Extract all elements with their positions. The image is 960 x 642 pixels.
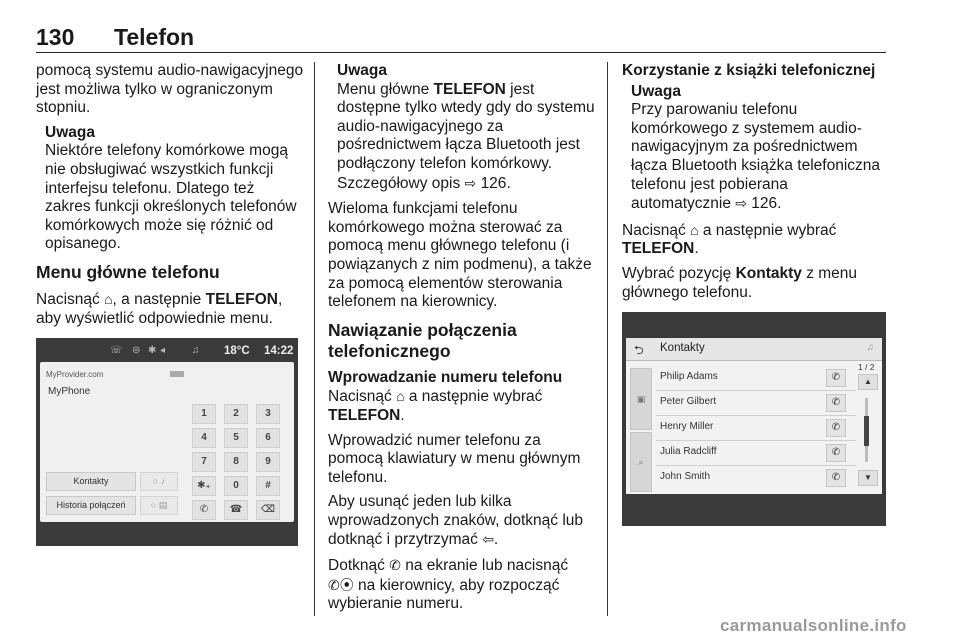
contacts-screen [626, 338, 882, 494]
page-number: 130 [36, 24, 75, 50]
contact-name: Henry Miller [660, 421, 714, 432]
hangup-icon[interactable]: ☎ [224, 500, 248, 520]
backspace-icon[interactable]: ⌫ [256, 500, 280, 520]
page-indicator: 1 / 2 [858, 362, 875, 372]
section-heading: Nawiązanie połączenia telefonicznego [328, 319, 517, 361]
key-0[interactable]: 0 [224, 476, 248, 496]
phone-status-icon: ☏ [110, 345, 123, 356]
backspace-icon: ⇦ [482, 531, 494, 548]
device-name: MyPhone [48, 386, 91, 397]
contact-name: Philip Adams [660, 371, 718, 382]
contact-name: Peter Gilbert [660, 396, 717, 407]
intro-text: pomocą systemu audio-nawigacyjnego jest możliwa tylko w ograniczonym stopniu. [36, 62, 304, 117]
paragraph: Dotknąć ✆ na ekranie lub nacisnąć ✆⦿ na kierownicy, aby rozpocząć wybieranie numeru. [328, 557, 569, 613]
music-icon[interactable]: ♫ [866, 342, 874, 353]
column-3 [622, 62, 892, 308]
key-5[interactable]: 5 [224, 428, 248, 448]
paragraph: Nacisnąć ⌂ a następnie wybrać TELEFON. [328, 388, 543, 424]
phone-menu-figure [36, 338, 298, 546]
note-title: Uwaga [337, 62, 387, 79]
contact-row[interactable] [656, 466, 856, 490]
home-icon: ⌂ [690, 221, 699, 238]
phone-icon[interactable]: ✆ [826, 419, 846, 437]
contact-tab-icon[interactable]: ▣ [630, 368, 652, 430]
phone-icon[interactable]: ✆ [826, 369, 846, 387]
contact-row[interactable] [656, 391, 856, 416]
call-icon[interactable]: ✆ [192, 500, 216, 520]
call-history-button[interactable]: Historia połączeń [46, 496, 136, 515]
search-icon[interactable]: ⌕ [630, 432, 652, 492]
subheading: Wprowadzanie numeru telefonu [328, 368, 563, 386]
key-7[interactable]: 7 [192, 452, 216, 472]
key-hash[interactable]: # [256, 476, 280, 496]
steering-phone-icon: ✆⦿ [328, 576, 354, 593]
contact-row[interactable] [656, 366, 856, 391]
page-title: Telefon [114, 24, 195, 50]
phone-icon[interactable]: ✆ [826, 469, 846, 487]
key-2[interactable]: 2 [224, 404, 248, 424]
column-2 [328, 62, 598, 620]
page-ref-icon: ⇨ [464, 174, 477, 191]
contact-row[interactable] [656, 441, 856, 466]
note-text: Niektóre telefony komórkowe mogą nie obsługiwać wszystkich funkcji interfejsu telefonu. Dlatego też zakres funkcji określonych telefonów komórkowych może się różnić od opisanego. [45, 142, 297, 253]
battery-icon [170, 371, 184, 377]
temperature: 18°C [224, 345, 250, 357]
note-title: Uwaga [631, 82, 681, 100]
paragraph: Wieloma funkcjami telefonu komórkowego można sterować za pomocą menu głównego telefonu (i powiązanych z nim podmenu), a także za pomocą elementów sterowania telefonem na kierownicy. [328, 200, 592, 311]
music-icon: ♫ [192, 345, 200, 356]
page-ref-icon: ⇨ [735, 195, 747, 212]
key-4[interactable]: 4 [192, 428, 216, 448]
paragraph: Wybrać pozycję Kontakty z menu głównego telefonu. [622, 264, 858, 301]
navigation-icon: ⊜ [132, 345, 141, 356]
paragraph: Aby usunąć jeden lub kilka wprowadzonych znaków, dotknąć lub dotknąć i przytrzymać ⇦. [328, 493, 584, 549]
column-divider [607, 62, 608, 616]
contacts-button[interactable]: Kontakty [46, 472, 136, 491]
back-icon[interactable]: ⮌ [634, 343, 644, 357]
key-6[interactable]: 6 [256, 428, 280, 448]
key-3[interactable]: 3 [256, 404, 280, 424]
key-8[interactable]: 8 [224, 452, 248, 472]
contact-row[interactable] [656, 416, 856, 441]
subheading: Korzystanie z książki telefonicznej [622, 62, 876, 79]
note-block [36, 124, 304, 254]
watermark: carmanualsonline.info [720, 616, 907, 635]
home-icon: ⌂ [396, 388, 405, 405]
messages-icon[interactable]: ○ ▤ [140, 496, 178, 515]
contacts-header [626, 338, 882, 361]
scrollbar-thumb[interactable] [864, 416, 869, 446]
phone-icon[interactable]: ✆ [826, 444, 846, 462]
paragraph: Nacisnąć ⌂ a następnie wybrać TELEFON. [622, 221, 837, 258]
note-block: Uwaga Menu główne TELEFON jest dostępne tylko wtedy gdy do systemu audio-nawigacyjnego za pośrednictwem łącza Bluetooth jest podłączony telefon komórkowy. Szczegółowy opis ⇨ 126. [328, 62, 598, 193]
column-divider [314, 62, 315, 616]
contact-name: Julia Radcliff [660, 446, 717, 457]
note-title: Uwaga [45, 123, 95, 141]
bluetooth-icon: ✱ [148, 345, 157, 356]
phone-icon[interactable]: ✆ [826, 394, 846, 412]
key-9[interactable]: 9 [256, 452, 280, 472]
provider-name: MyProvider.com [46, 370, 104, 379]
phone-icon: ✆ [389, 557, 401, 574]
note-block: Uwaga Przy parowaniu telefonu komórkowego z systemem audio-nawigacyjnym za pośrednictwem łącza Bluetooth książka telefoniczna telefonu jest pobierana automatycznie ⇨ 126. [622, 83, 892, 214]
contacts-title: Kontakty [660, 342, 705, 354]
voice-icon[interactable]: ○ ♪ [140, 472, 178, 491]
scroll-down-button[interactable]: ▼ [858, 470, 878, 486]
scroll-up-button[interactable]: ▲ [858, 374, 878, 390]
paragraph: Wprowadzić numer telefonu za pomocą klawiatury w menu głównym telefonu. [328, 431, 581, 486]
volume-icon: ◂ [160, 345, 166, 356]
page-header [36, 22, 886, 53]
key-star[interactable]: ✱₊ [192, 476, 216, 496]
paragraph: Nacisnąć ⌂, a następnie TELEFON, aby wyświetlić odpowiednie menu. [36, 290, 283, 327]
phone-screen [40, 345, 294, 522]
clock: 14:22 [264, 345, 294, 357]
section-heading: Menu główne telefonu [36, 261, 220, 282]
home-icon: ⌂ [104, 290, 113, 307]
column-1 [36, 62, 304, 334]
key-1[interactable]: 1 [192, 404, 216, 424]
contact-name: John Smith [660, 471, 711, 482]
status-bar [40, 343, 294, 361]
contacts-figure [622, 312, 886, 526]
